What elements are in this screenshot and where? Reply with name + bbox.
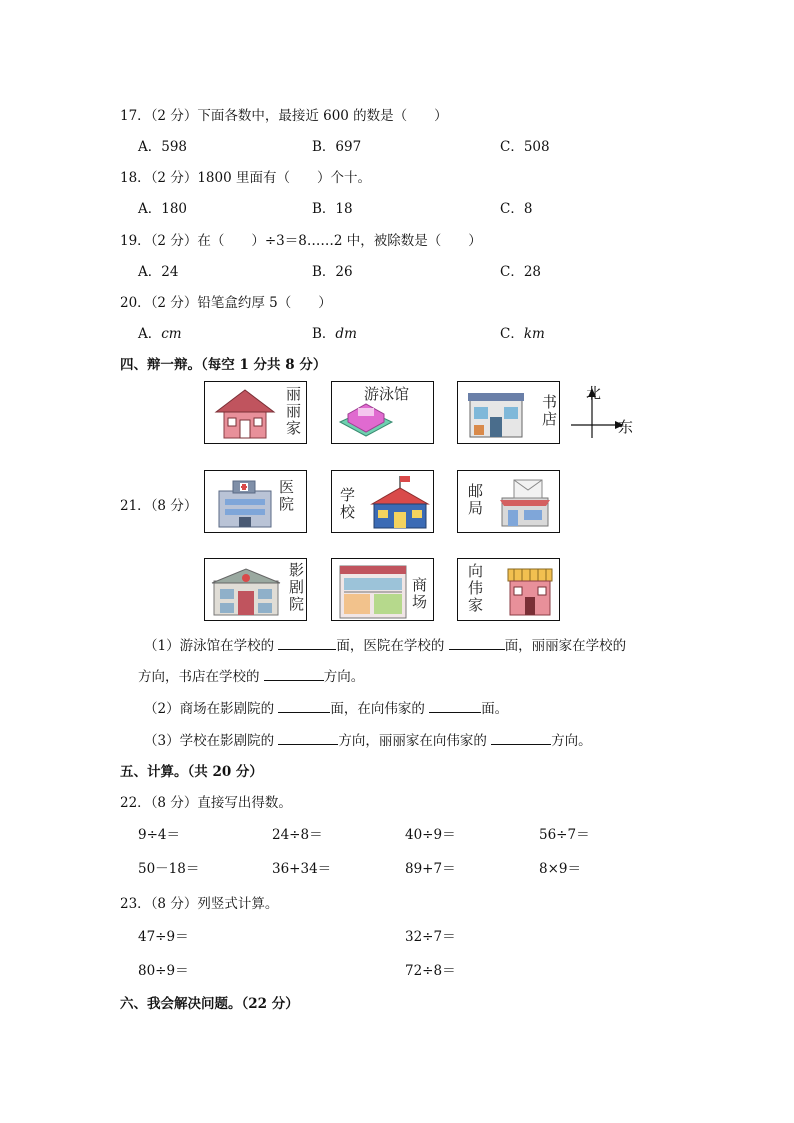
option-c[interactable]: C．8 [500,201,533,217]
q21-line-3: （2）商场在影剧院的 面，在向伟家的 面。 [144,697,508,717]
question-score: （2 分） [150,295,198,311]
building-label: 向 伟 家 [468,562,484,614]
question-number: 22． [120,795,151,811]
section-6-title: 六、我会解决问题。（22 分） [120,996,299,1012]
building-label: 邮 局 [468,482,484,517]
unit-text: km [523,326,545,342]
calc-item: 32÷7＝ [405,929,456,945]
option-b[interactable]: B．697 [312,139,362,155]
answer-blank[interactable] [278,730,338,745]
mall-icon [336,562,408,620]
calc-item: 89+7＝ [405,861,456,877]
calc-item: 24÷8＝ [272,827,323,843]
building-label: 医院 [279,478,295,513]
question-number: 21． [120,498,151,514]
calc-item: 47÷9＝ [138,929,189,945]
question-score: （8 分） [150,896,198,912]
question-number: 23． [120,896,151,912]
question-stem: 直接写出得数。 [197,795,292,811]
building-label: 学 校 [340,486,356,521]
answer-blank[interactable] [449,635,505,650]
question-stem: 在（ ）÷3＝8……2 中，被除数是（ ） [197,233,482,249]
answer-blank[interactable] [429,698,481,713]
question-score: （2 分） [150,108,198,124]
option-a[interactable]: A．cm [138,326,182,342]
theater-icon [208,563,284,619]
building-label: 商 场 [412,576,428,611]
calc-item: 8×9＝ [539,861,581,877]
question-score: （8 分） [150,498,198,514]
option-c[interactable]: C．28 [500,264,542,280]
question-score: （8 分） [150,795,198,811]
answer-blank[interactable] [264,666,324,681]
unit-text: cm [161,326,182,342]
question-stem: 下面各数中，最接近 600 的数是（ ） [197,108,448,124]
question-number: 19． [120,233,151,249]
option-b[interactable]: B．26 [312,264,353,280]
building-label: 游泳馆 [364,385,410,403]
q21-line-2: 方向，书店在学校的 方向。 [138,665,364,685]
section-4-title: 四、辩一辩。（每空 1 分共 8 分） [120,357,327,373]
question-23 [120,892,278,912]
option-b[interactable]: B．dm [312,326,357,342]
building-card-theater [204,558,307,621]
house-icon [500,563,556,619]
post-office-icon [494,476,556,530]
answer-blank[interactable] [278,698,330,713]
building-label: 书 店 [542,393,558,428]
calc-item: 36+34＝ [272,861,332,877]
question-number: 17． [120,108,151,124]
q21-line-4: （3）学校在影剧院的 方向，丽丽家在向伟家的 方向。 [144,729,592,749]
question-score: （2 分） [150,233,198,249]
house-icon [210,386,278,442]
option-a[interactable]: A．598 [138,139,188,155]
question-number: 20． [120,295,151,311]
hospital-icon [209,475,279,531]
calc-item: 56÷7＝ [539,827,590,843]
option-a[interactable]: A．180 [138,201,188,217]
answer-blank[interactable] [491,730,551,745]
q21-line-1: （1）游泳馆在学校的 面，医院在学校的 面，丽丽家在学校的 [144,634,626,654]
question-stem: 1800 里面有（ ）个十。 [197,170,371,186]
building-card-school [331,470,434,533]
question-number: 18． [120,170,151,186]
section-5-title: 五、计算。（共 20 分） [120,764,263,780]
compass-east-label: 东 [618,418,634,436]
question-stem: 列竖式计算。 [197,896,279,912]
calc-item: 72÷8＝ [405,963,456,979]
building-card-xiangwei-home [457,558,560,621]
calc-item: 40÷9＝ [405,827,456,843]
school-icon [366,474,432,532]
bookstore-icon [464,387,528,441]
option-a[interactable]: A．24 [138,264,179,280]
building-card-hospital [204,470,307,533]
question-17 [120,104,448,124]
answer-blank[interactable] [278,635,336,650]
question-18 [120,166,371,186]
option-c[interactable]: C．km [500,326,545,342]
building-label: 丽 丽 家 [286,385,302,437]
building-card-bookstore [457,381,560,444]
question-stem: 铅笔盒约厚 5（ ） [197,295,332,311]
calc-item: 80÷9＝ [138,963,189,979]
calc-item: 9÷4＝ [138,827,180,843]
compass-north-label: 北 [586,384,602,402]
question-21 [120,494,197,514]
question-19 [120,229,482,249]
option-b[interactable]: B．18 [312,201,353,217]
building-card-lili-home [204,381,307,444]
option-c[interactable]: C．508 [500,139,550,155]
calc-item: 50－18＝ [138,861,200,877]
question-22 [120,791,292,811]
unit-text: dm [335,326,357,342]
building-card-swimming-pool [331,381,434,444]
question-score: （2 分） [150,170,198,186]
building-card-post-office [457,470,560,533]
building-label: 影 剧 院 [289,561,305,613]
question-20 [120,291,332,311]
building-card-mall [331,558,434,621]
